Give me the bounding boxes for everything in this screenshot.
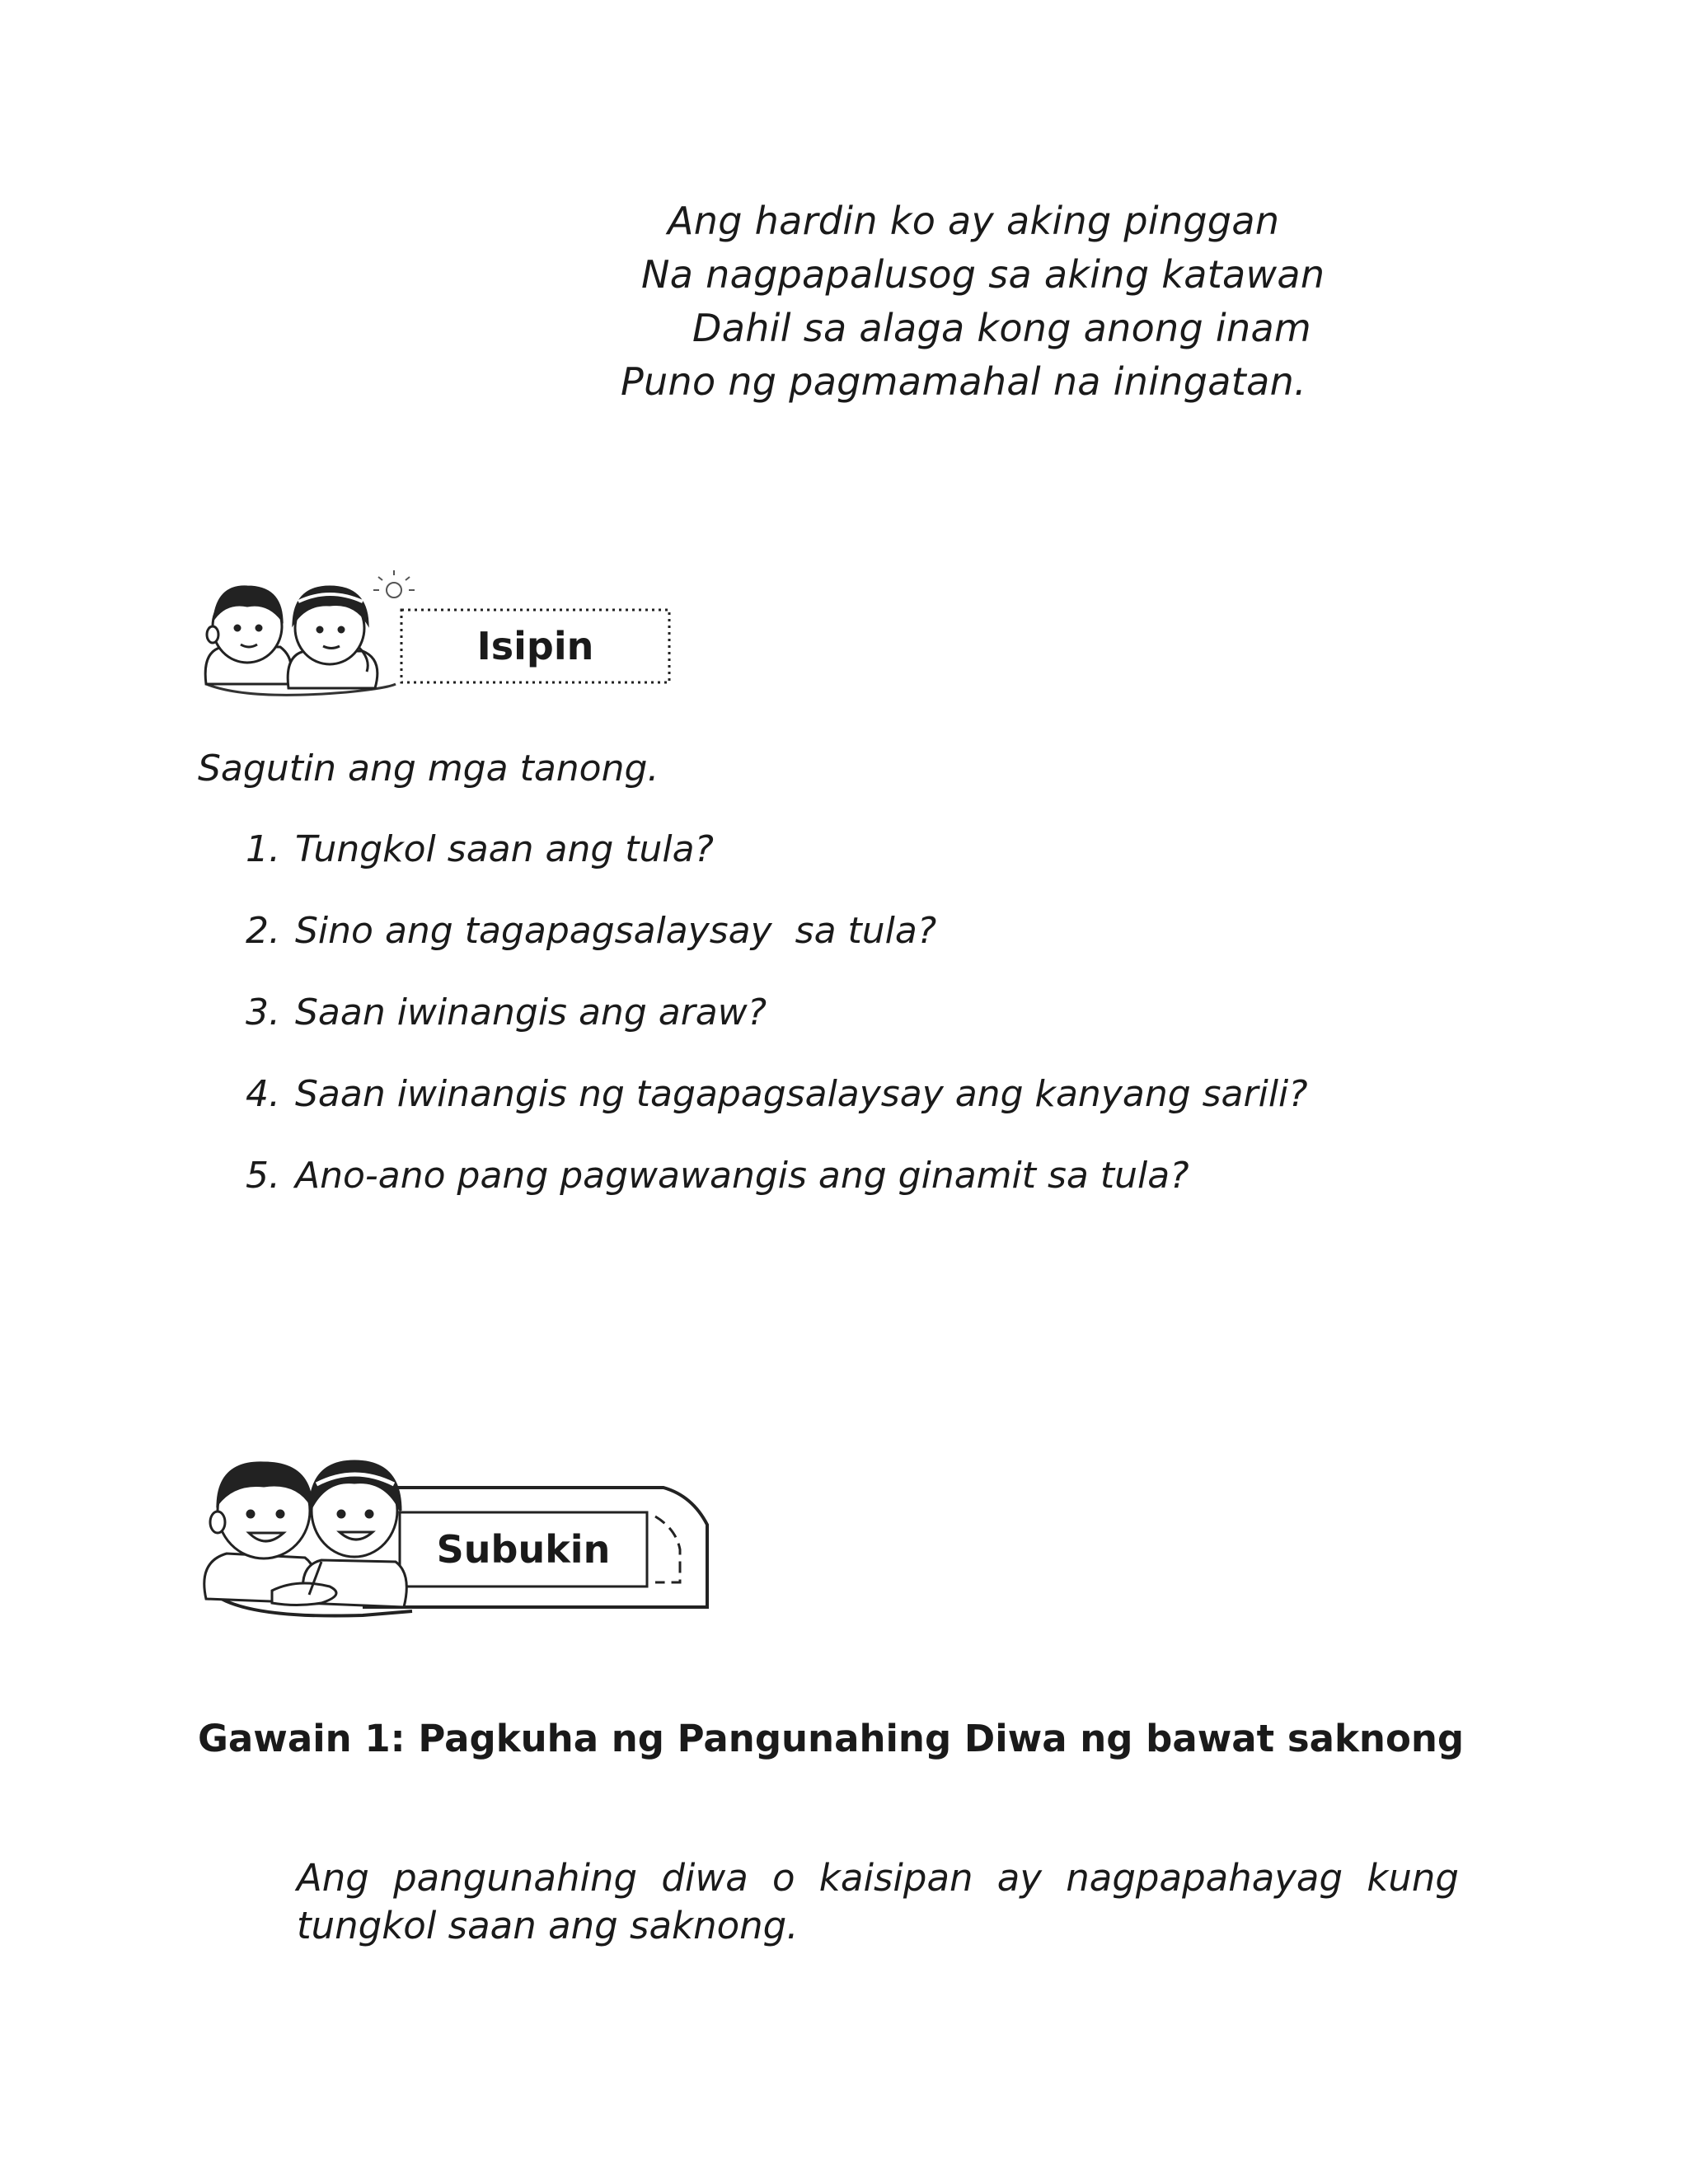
activity-title: Gawain 1: Pagkuha ng Pangunahing Diwa ng bawat saknong — [198, 1717, 1465, 1760]
question-text: Saan iwinangis ang araw? — [295, 991, 767, 1033]
question-item — [246, 1071, 1308, 1118]
question-item — [246, 908, 936, 954]
subukin-header — [198, 1446, 709, 1619]
question-number: 4. — [246, 1073, 280, 1115]
question-text: Ano-ano pang pagwawangis ang ginamit sa tula? — [295, 1155, 1189, 1197]
poem-line-3: Dahil sa alaga kong anong inam — [692, 306, 1312, 350]
question-number: 3. — [246, 991, 280, 1033]
poem-line-4: Puno ng pagmamahal na iningatan. — [621, 359, 1306, 404]
question-number: 2. — [246, 910, 280, 952]
poem-line-1: Ang hardin ko ay aking pinggan — [668, 199, 1280, 243]
question-text: Saan iwinangis ng tagapagsalaysay ang kanyang sarili? — [295, 1073, 1308, 1115]
question-item — [246, 1153, 1189, 1199]
questions-instruction: Sagutin ang mga tanong. — [198, 748, 659, 790]
subukin-label: Subukin — [436, 1527, 611, 1572]
poem-line-2: Na nagpapalusog sa aking katawan — [641, 252, 1325, 297]
isipin-header — [198, 569, 676, 701]
question-number: 1. — [246, 828, 280, 870]
question-text: Tungkol saan ang tula? — [295, 828, 714, 870]
activity-definition: Ang pangunahing diwa o kaisipan ay nagpapahayag kung tungkol saan ang saknong. — [297, 1856, 1459, 1947]
isipin-label: Isipin — [476, 624, 594, 668]
question-item — [246, 827, 714, 873]
question-text: Sino ang tagapagsalaysay sa tula? — [295, 910, 937, 952]
question-item — [246, 990, 767, 1036]
question-number: 5. — [246, 1155, 280, 1197]
